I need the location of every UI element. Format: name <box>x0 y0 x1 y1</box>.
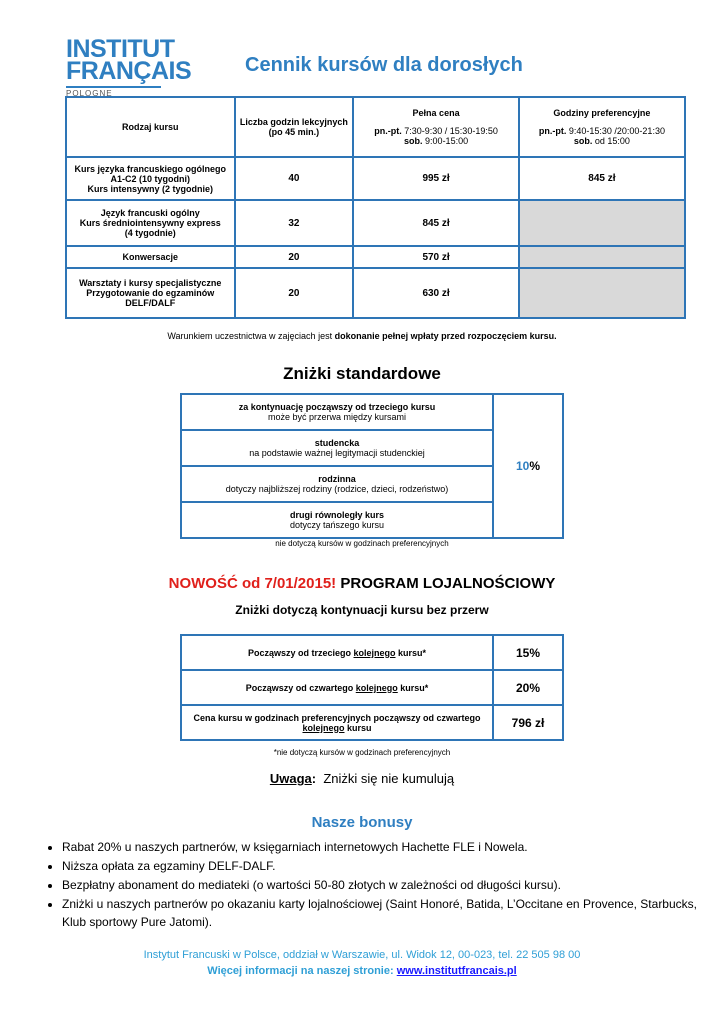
loyalty-value: 796 zł <box>493 705 563 740</box>
loyalty-row <box>181 705 563 740</box>
list-item: • Rabat 20% u naszych partnerów, w księgarniach internetowych Hachette FLE i Nowela. <box>62 838 702 856</box>
loyalty-condition: Począwszy od trzeciego kolejnego kursu* <box>181 635 493 670</box>
discount-item: studencka na podstawie ważnej legitymacji studenckiej <box>181 430 493 466</box>
full-price-hours-weekday: pn.-pt. 7:30-9:30 / 15:30-19:50 <box>374 126 498 136</box>
course-price: 995 zł <box>353 157 519 200</box>
footer-address: Instytut Francuski w Polsce, oddział w Warszawie, ul. Widok 12, 00-023, tel. 22 505 98 00 <box>143 949 581 961</box>
loyalty-heading: NOWOŚĆ od 7/01/2015! PROGRAM LOJALNOŚCIOWY <box>168 575 556 592</box>
bonuses-heading: Nasze bonusy <box>311 814 413 831</box>
full-price-hours-saturday: sob. 9:00-15:00 <box>404 136 469 146</box>
table-row <box>66 246 685 268</box>
course-hours: 40 <box>235 157 354 200</box>
discounts-table <box>180 393 564 539</box>
institut-francais-logo <box>66 35 192 98</box>
footer-more-info: Więcej informacji na naszej stronie: www.institutfrancais.pl <box>207 965 517 977</box>
header-full-price <box>353 97 519 157</box>
list-item: • Niższa opłata za egzaminy DELF-DALF. <box>62 857 702 875</box>
course-hours: 32 <box>235 200 354 246</box>
table-row <box>66 157 685 200</box>
preferred-label: Godziny preferencyjne <box>553 108 651 118</box>
loyalty-condition: Cena kursu w godzinach preferencyjnych począwszy od czwartego kolejnego kursu <box>181 705 493 740</box>
discounts-note: nie dotyczą kursów w godzinach preferencyjnych <box>275 539 449 548</box>
course-price: 845 zł <box>353 200 519 246</box>
header-hours: Liczba godzin lekcyjnych (po 45 min.) <box>235 97 354 157</box>
course-hours: 20 <box>235 246 354 268</box>
loyalty-subheading: Zniżki dotyczą kontynuacji kursu bez przerw <box>235 603 489 617</box>
course-preferred-price <box>519 268 685 318</box>
loyalty-row <box>181 635 563 670</box>
course-name: Konwersacje <box>66 246 235 268</box>
loyalty-table <box>180 634 564 741</box>
course-preferred-price <box>519 200 685 246</box>
warning-note: Uwaga: Zniżki się nie kumulują <box>269 771 455 786</box>
loyalty-value: 20% <box>493 670 563 705</box>
logo-line-2: FRANÇAIS <box>66 57 192 85</box>
discounts-heading: Zniżki standardowe <box>283 364 441 383</box>
page-title: Cennik kursów dla dorosłych <box>245 54 523 76</box>
discount-item: rodzinna dotyczy najbliższej rodziny (rodzice, dzieci, rodzeństwo) <box>181 466 493 502</box>
price-table-header <box>66 97 685 157</box>
header-course-type: Rodzaj kursu <box>66 97 235 157</box>
course-name: Warsztaty i kursy specjalistyczne Przygotowanie do egzaminów DELF/DALF <box>66 268 235 318</box>
loyalty-row <box>181 670 563 705</box>
loyalty-value: 15% <box>493 635 563 670</box>
header-preferred <box>519 97 685 157</box>
course-preferred-price: 845 zł <box>519 157 685 200</box>
price-table <box>65 96 686 319</box>
discount-item: drugi równoległy kurs dotyczy tańszego kursu <box>181 502 493 538</box>
course-preferred-price <box>519 246 685 268</box>
course-name: Kurs języka francuskiego ogólnego A1-C2 (10 tygodni) Kurs intensywny (2 tygodnie) <box>66 157 235 200</box>
discount-percent: 10% <box>493 394 563 538</box>
loyalty-note: *nie dotyczą kursów w godzinach preferencyjnych <box>273 748 451 757</box>
bonuses-list <box>44 838 702 932</box>
course-price: 570 zł <box>353 246 519 268</box>
table-row <box>66 268 685 318</box>
discount-row <box>181 394 563 430</box>
logo-sub: POLOGNE <box>66 86 161 98</box>
full-price-label: Pełna cena <box>412 108 460 118</box>
course-name: Język francuski ogólny Kurs średniointensywny express (4 tygodnie) <box>66 200 235 246</box>
preferred-hours-weekday: pn.-pt. 9:40-15:30 /20:00-21:30 <box>538 126 665 136</box>
course-price: 630 zł <box>353 268 519 318</box>
discount-item: za kontynuację począwszy od trzeciego kursu może być przerwa między kursami <box>181 394 493 430</box>
list-item: • Zniżki u naszych partnerów po okazaniu karty lojalnościowej (Saint Honoré, Batida, L’Occitane en Provence, Starbucks, Klub sportowy Pure Jatomi). <box>62 895 702 931</box>
preferred-hours-saturday: sob. od 15:00 <box>573 136 630 146</box>
website-link[interactable]: www.institutfrancais.pl <box>396 965 517 977</box>
list-item: • Bezpłatny abonament do mediateki (o wartości 50-80 złotych w zależności od długości kursu). <box>62 876 702 894</box>
logo-line-1: INSTITUT <box>66 35 175 63</box>
table-row <box>66 200 685 246</box>
payment-note: Warunkiem uczestnictwa w zajęciach jest dokonanie pełnej wpłaty przed rozpoczęciem kursu. <box>167 331 557 341</box>
course-hours: 20 <box>235 268 354 318</box>
loyalty-condition: Począwszy od czwartego kolejnego kursu* <box>181 670 493 705</box>
